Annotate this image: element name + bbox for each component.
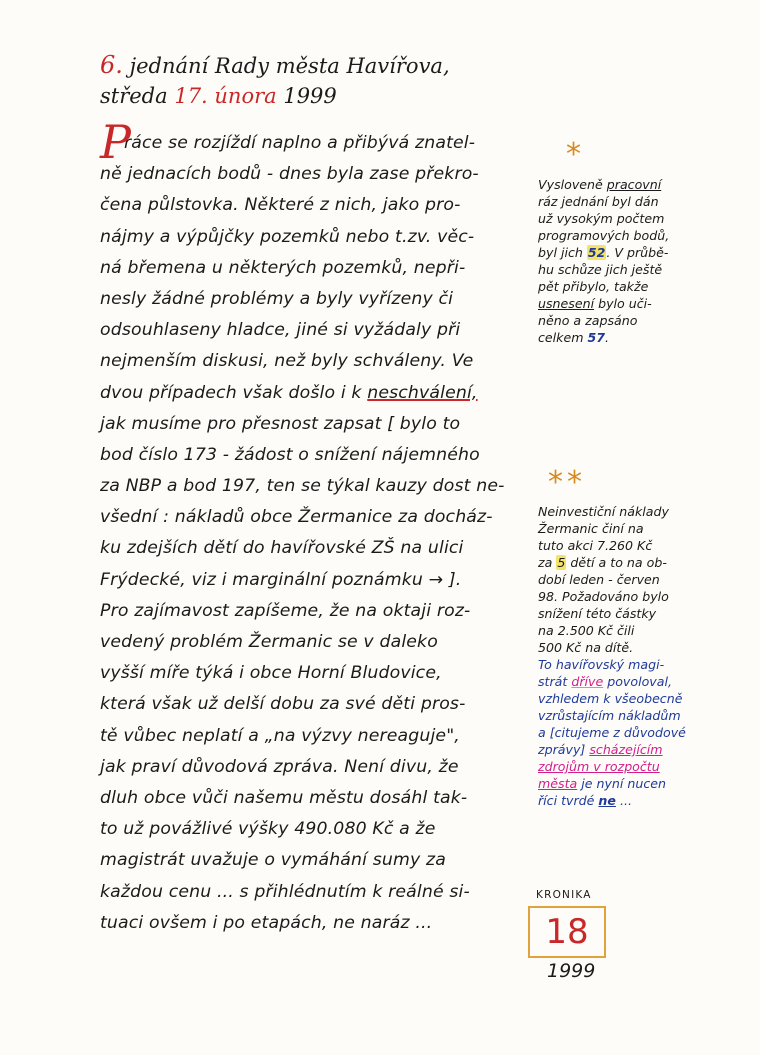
main-line: ku zdejších dětí do havířovské ZŠ na ulici [100,538,464,559]
main-line: bod číslo 173 - žádost o snížení nájemného [100,444,480,465]
note-line [538,329,720,346]
highlighted-number: 5 [557,555,566,570]
note-text: . V průbě- [606,245,669,260]
note-text: je nyní nucen [577,776,667,791]
note-text: povoloval, [603,674,672,689]
note-text: bylo uči- [594,296,652,311]
note-line: ráz jednání byl dán [538,194,659,209]
main-line [100,378,532,409]
note-underlined: ne [598,793,616,808]
session-weekday: středa [100,84,175,108]
note-line: pět přibylo, takže [538,279,649,294]
note-text: Vysloveně [538,177,607,192]
note-underlined: usnesení [538,296,595,311]
note-emphasis: dříve [571,674,604,689]
note-line: 500 Kč na dítě. [538,640,634,655]
note-emphasis: města [538,776,578,791]
note-line [538,792,720,809]
page-number: 18 [545,912,589,952]
main-line: která však už delší dobu za své děti pros- [100,694,466,715]
note-line [538,554,720,571]
session-date: 17. února [174,84,277,108]
main-line: tuaci ovšem i po etapách, ne naráz ... [100,912,433,933]
note-line: na 2.500 Kč čili [538,623,635,638]
main-line: vedený problém Žermanic se v daleko [100,632,438,652]
note-line: zdrojům v rozpočtu [538,759,660,774]
note-line [538,673,720,690]
note-line: 98. Požadováno bylo [538,589,669,604]
note-text: strát [538,674,572,689]
main-line: jak musíme pro přesnost zapsat [ bylo to [100,413,461,434]
session-year: 1999 [276,84,337,108]
page-number-box [528,906,606,958]
main-line: ráce se rozjíždí naplno a přibývá znatel- [124,133,476,153]
chronicle-year: 1999 [547,960,596,982]
note-line: snížení této částky [538,606,657,621]
main-line: čena půlstovka. Některé z nich, jako pro- [100,195,461,216]
main-line: Frýdecké, viz i marginální poznámku → ]. [100,569,462,590]
heading-line-1 [100,50,450,81]
main-line: ná břemena u některých pozemků, nepři- [100,257,466,278]
highlighted-number: 52 [587,245,606,260]
note-line: dobí leden - červen [538,572,660,587]
drop-cap-initial: P [100,115,132,169]
main-line: všední : nákladů obce Žermanice za docház- [100,507,493,528]
main-line-text: dvou případech však došlo i k [100,382,368,403]
note-line [538,244,720,261]
note-text: zprávy] [538,742,590,757]
main-line: tě vůbec neplatí a „na výzvy nereaguje", [100,725,460,746]
note-line: tuto akci 7.260 Kč [538,538,653,553]
main-line: magistrát uvažuje o vymáhání sumy za [100,850,446,871]
note-line: Žermanic činí na [538,521,644,536]
note-line: vzhledem k všeobecně [538,691,683,706]
main-line: nejmenším diskusi, než byly schváleny. Ve [100,351,474,372]
note-line: a [citujeme z důvodové [538,725,686,740]
session-heading [100,50,450,111]
main-line: jak praví důvodová zpráva. Není divu, že [100,756,459,777]
underlined-word: neschválení, [367,382,478,403]
note-text: celkem [538,330,588,345]
note-text: za [538,555,557,570]
note-underlined: pracovní [606,177,662,192]
note-line: hu schůze jich ještě [538,262,663,277]
double-asterisk-icon: ** [548,465,586,500]
main-line: nesly žádné problémy a byly vyřízeny či [100,288,454,309]
note-line [538,775,720,792]
highlighted-number: 57 [587,330,606,345]
main-line: Pro zajímavost zapíšeme, že na oktaji roz- [100,600,471,621]
note-line: něno a zapsáno [538,313,638,328]
session-title: jednání Rady města Havířova, [122,54,450,78]
note-line: už vysokým počtem [538,211,665,226]
main-line: každou cenu ... s přihlédnutím k reálné si- [100,881,470,902]
main-line: nájmy a výpůjčky pozemků nebo t.zv. věc- [100,226,475,247]
note-line: Neinvestiční náklady [538,504,669,519]
main-line: odsouhlaseny hladce, jiné si vyžádaly při [100,320,461,341]
note-text: byl jich [538,245,587,260]
note-text: ... [615,793,632,808]
main-line: vyšší míře týká i obce Horní Bludovice, [100,663,442,684]
margin-note-1 [538,176,720,346]
note-text: . [605,330,610,345]
heading-line-2 [100,81,450,111]
chronicle-label: KRONIKA [536,889,592,901]
main-line: dluh obce vůči našemu městu dosáhl tak- [100,787,468,808]
note-emphasis: scházejícím [589,742,663,757]
note-line [538,176,720,193]
session-number: 6. [100,51,123,79]
asterisk-icon: * [566,137,581,172]
main-line: to už povážlivé výšky 490.080 Kč a že [100,819,436,840]
main-line: ně jednacích bodů - dnes byla zase překro- [100,164,479,185]
main-text [100,115,532,939]
note-line [538,295,720,312]
main-line: za NBP a bod 197, ten se týkal kauzy dost ne- [100,476,505,497]
note-line: To havířovský magi- [538,657,665,672]
margin-note-2 [538,503,720,809]
note-line: programových bodů, [538,228,670,243]
note-line [538,741,720,758]
note-text: dětí a to na ob- [566,555,667,570]
note-line: vzrůstajícím nákladům [538,708,681,723]
note-text: říci tvrdé [538,793,599,808]
